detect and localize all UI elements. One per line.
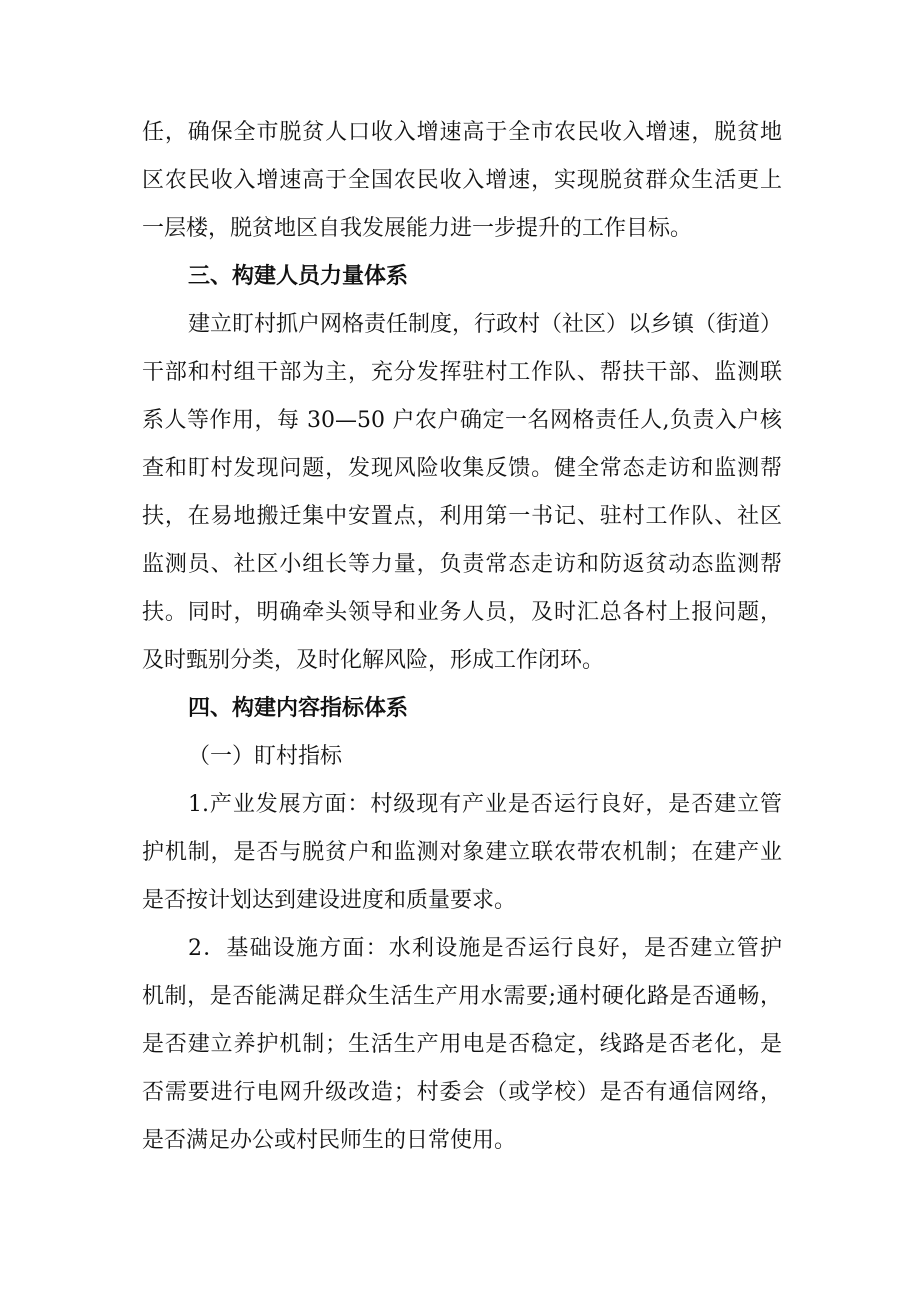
- paragraph-line: 系人等作用，每 30—50 户农户确定一名网格责任人,负责入户核: [142, 408, 782, 433]
- paragraph-line: 否需要进行电网升级改造；村委会（或学校）是否有通信网络，: [142, 1080, 782, 1105]
- section-heading: 三、构建人员力量体系: [188, 264, 409, 289]
- paragraph-line: 护机制，是否与脱贫户和监测对象建立联农带农机制；在建产业: [142, 840, 782, 865]
- paragraph-line: 扶。同时，明确牵头领导和业务人员，及时汇总各村上报问题，: [142, 600, 782, 625]
- paragraph-line: 及时甄别分类，及时化解风险，形成工作闭环。: [142, 648, 605, 673]
- paragraph-line: 干部和村组干部为主，充分发挥驻村工作队、帮扶干部、监测联: [142, 360, 782, 385]
- paragraph-line: 是否满足办公或村民师生的日常使用。: [142, 1128, 517, 1153]
- paragraph-line: 任，确保全市脱贫人口收入增速高于全市农民收入增速，脱贫地: [142, 120, 782, 145]
- paragraph-line: 1.产业发展方面：村级现有产业是否运行良好，是否建立管: [188, 792, 782, 817]
- paragraph-line: 2．基础设施方面：水利设施是否运行良好，是否建立管护: [188, 936, 782, 961]
- paragraph-line: 一层楼，脱贫地区自我发展能力进一步提升的工作目标。: [142, 216, 693, 241]
- paragraph-line: 扶，在易地搬迁集中安置点，利用第一书记、驻村工作队、社区: [142, 504, 782, 529]
- section-heading: 四、构建内容指标体系: [188, 696, 409, 721]
- paragraph-line: 机制，是否能满足群众生活生产用水需要;通村硬化路是否通畅，: [142, 984, 782, 1009]
- paragraph-line: 监测员、社区小组长等力量，负责常态走访和防返贫动态监测帮: [142, 552, 782, 577]
- paragraph-line: 区农民收入增速高于全国农民收入增速，实现脱贫群众生活更上: [142, 168, 782, 193]
- paragraph-line: 建立盯村抓户网格责任制度，行政村（社区）以乡镇（街道）: [188, 312, 783, 337]
- paragraph-line: 是否建立养护机制；生活生产用电是否稳定，线路是否老化，是: [142, 1032, 782, 1057]
- paragraph-line: 是否按计划达到建设进度和质量要求。: [142, 888, 517, 913]
- paragraph-line: 查和盯村发现问题，发现风险收集反馈。健全常态走访和监测帮: [142, 456, 782, 481]
- subsection-heading: （一）盯村指标: [188, 744, 343, 769]
